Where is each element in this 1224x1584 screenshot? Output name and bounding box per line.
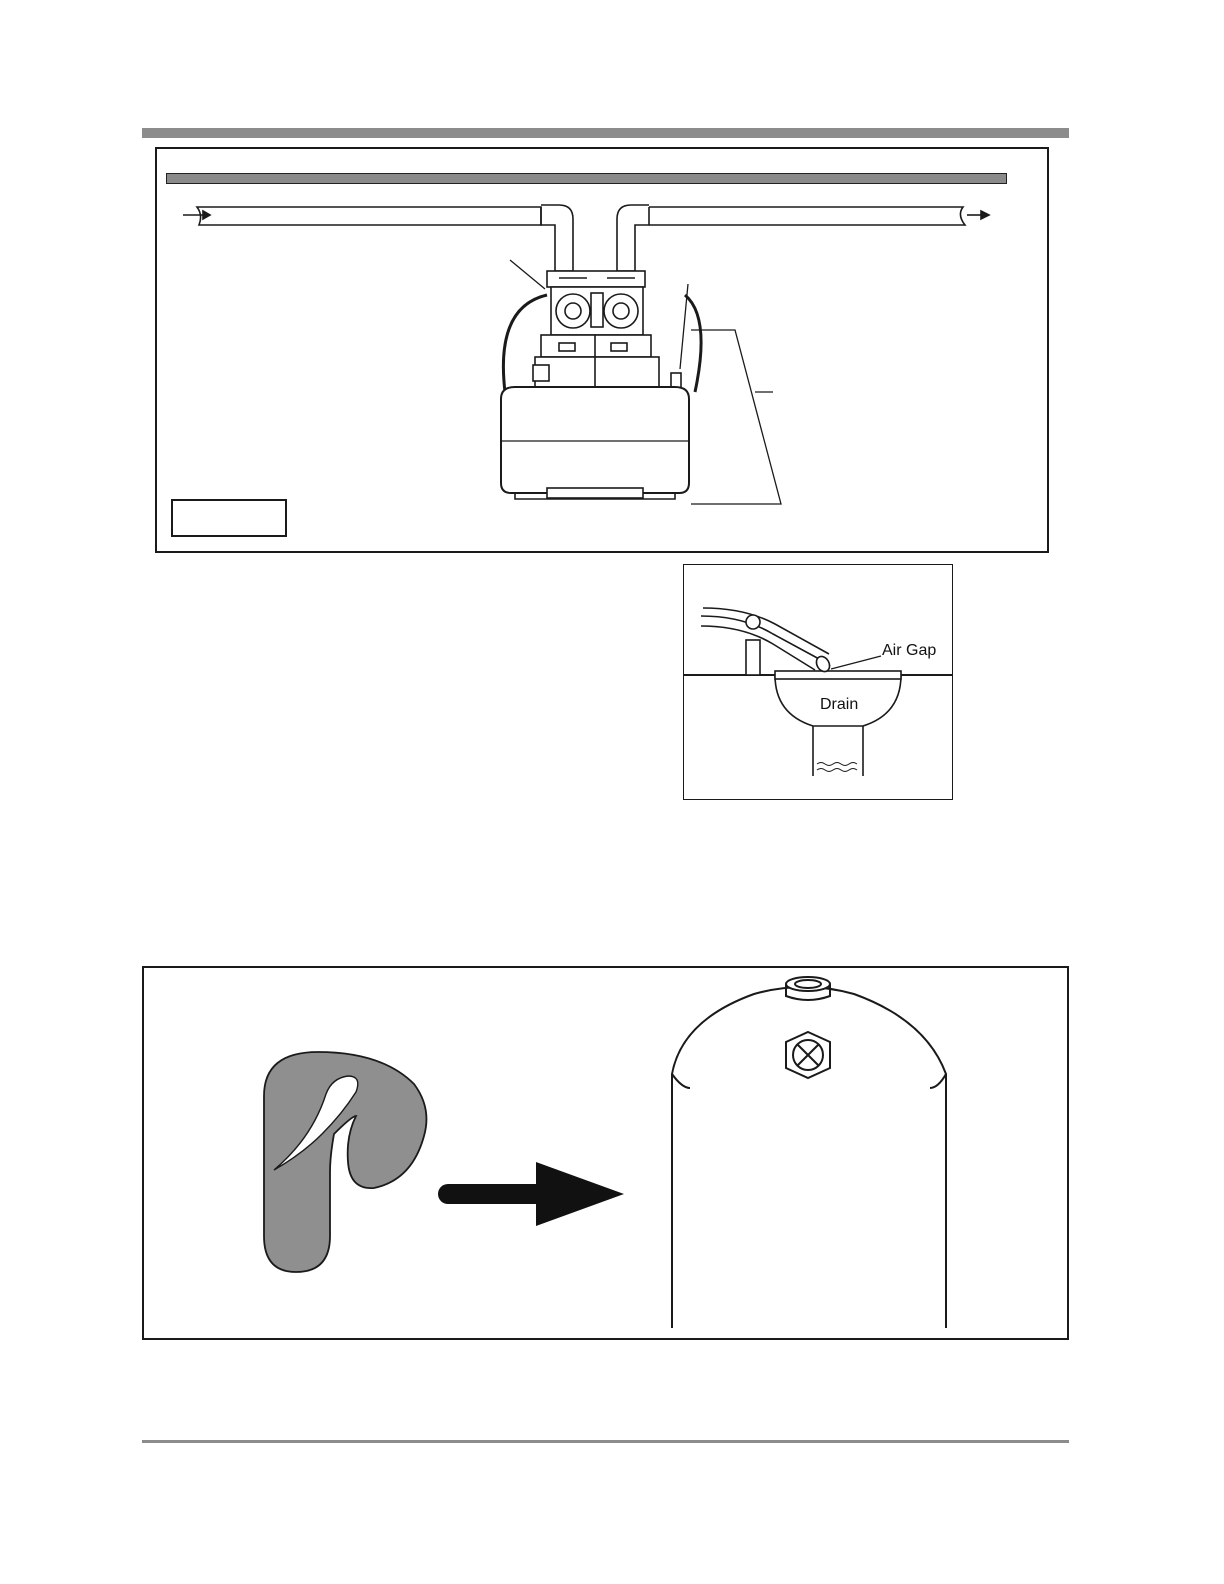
control-valve-icon xyxy=(533,335,681,389)
bracket-lines xyxy=(691,330,781,504)
drain-label: Drain xyxy=(820,696,859,713)
air-gap-diagram xyxy=(683,564,953,800)
tank-plug-icon xyxy=(786,1032,830,1078)
inlet-elbow xyxy=(541,205,573,271)
air-gap-label: Air Gap xyxy=(882,642,937,659)
controller-housing xyxy=(501,387,689,499)
outlet-pipe xyxy=(649,207,965,225)
tank-icon xyxy=(672,977,946,1328)
drain-fitting-leader xyxy=(680,284,688,369)
inlet-pipe xyxy=(197,207,541,225)
installation-diagram xyxy=(155,147,1049,553)
top-rule xyxy=(142,128,1069,138)
valve-leader xyxy=(510,260,545,289)
inlet-arrow-icon xyxy=(183,211,210,219)
arrow-right-icon xyxy=(438,1162,624,1226)
drain-tube-icon xyxy=(701,608,832,674)
drain-standpipe xyxy=(746,640,760,675)
bypass-valve-icon xyxy=(547,271,645,335)
tank-fill-diagram xyxy=(142,966,1069,1340)
bottom-rule xyxy=(142,1440,1069,1443)
hand-pour-icon xyxy=(264,1052,426,1272)
outlet-arrow-icon xyxy=(967,211,989,219)
outlet-elbow xyxy=(617,205,649,271)
